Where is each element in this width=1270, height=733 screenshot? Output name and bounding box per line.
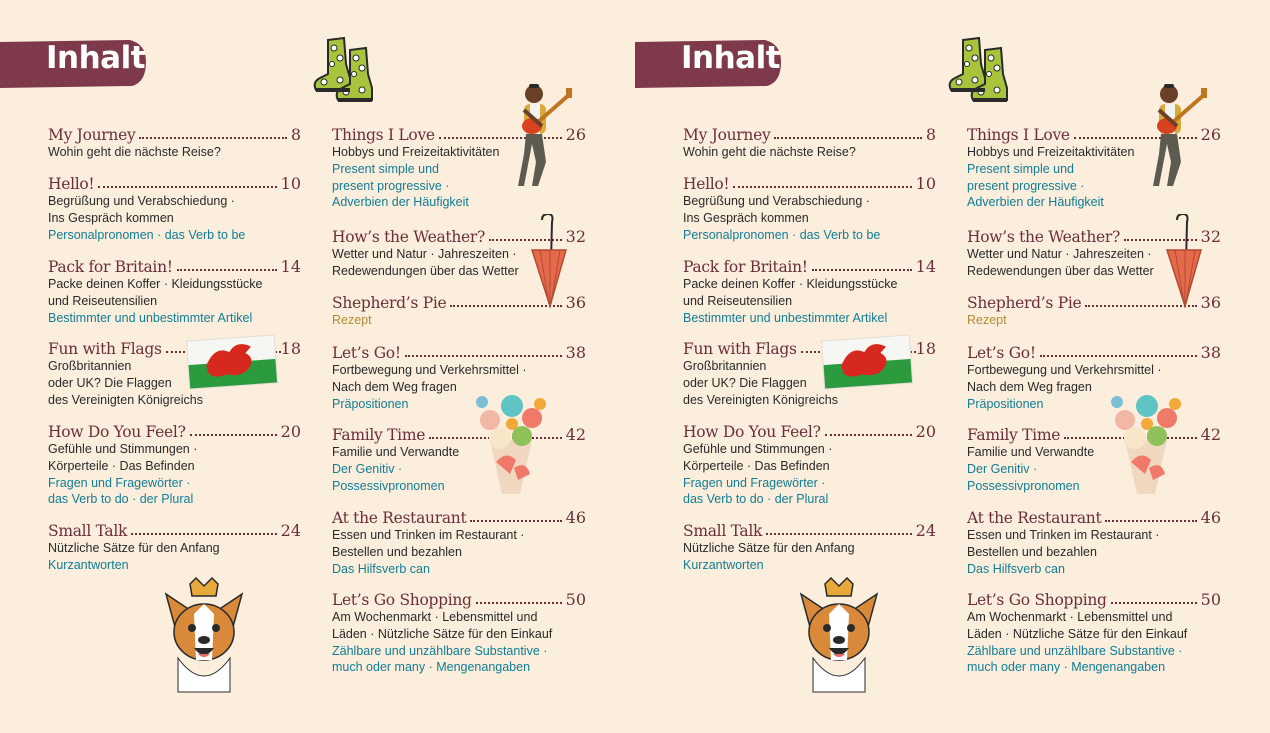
toc-entry-description: Körperteile · Das Befinden bbox=[683, 458, 830, 473]
toc-entry-page[interactable]: 26 bbox=[565, 125, 586, 144]
toc-entry-header bbox=[332, 587, 586, 609]
toc-entry-description: Der Genitiv · bbox=[332, 461, 403, 476]
toc-entry-description: Possessivpronomen bbox=[967, 478, 1080, 493]
page-title: Inhalt bbox=[681, 40, 781, 76]
toc-entry-description: Redewendungen über das Wetter bbox=[332, 263, 519, 278]
toc-entry-description: Kurzantworten bbox=[48, 557, 129, 572]
toc-entry-page[interactable]: 46 bbox=[1200, 508, 1221, 527]
toc-entry-title[interactable]: Let’s Go Shopping bbox=[332, 591, 472, 609]
toc-entry-description: Begrüßung und Verabschiedung · bbox=[48, 194, 235, 208]
toc-entry-header bbox=[683, 419, 936, 441]
toc-entry-description: das Verb to do · der Plural bbox=[683, 492, 829, 507]
toc-entry-title[interactable]: Shepherd’s Pie bbox=[332, 294, 447, 312]
toc-entry-description: Läden · Nützliche Sätze für den Einkauf bbox=[332, 626, 553, 641]
umbrella-icon bbox=[1163, 214, 1203, 315]
toc-entry[interactable] bbox=[967, 505, 1221, 577]
toc-entry-description: Wetter und Natur · Jahreszeiten · bbox=[967, 247, 1152, 261]
dotted-leader bbox=[812, 269, 912, 271]
toc-entry-page[interactable]: 10 bbox=[280, 174, 301, 193]
dotted-leader bbox=[774, 137, 921, 139]
toc-entry-description: Wetter und Natur · Jahreszeiten · bbox=[332, 247, 517, 261]
toc-entry-description: Hobbys und Freizeitaktivitäten bbox=[332, 145, 500, 159]
toc-entry-page[interactable]: 18 bbox=[915, 339, 936, 358]
toc-entry-page[interactable]: 24 bbox=[915, 521, 936, 540]
toc-entry-page[interactable]: 20 bbox=[280, 422, 301, 441]
toc-entry-description: Am Wochenmarkt · Lebensmittel und bbox=[332, 610, 538, 624]
toc-entry-title[interactable]: Shepherd’s Pie bbox=[967, 294, 1082, 312]
toc-entry[interactable] bbox=[48, 254, 301, 326]
toc-entry-description: Fragen und Fragewörter · bbox=[48, 475, 191, 490]
toc-entry-description: Rezept bbox=[967, 313, 1007, 327]
toc-entry-description: Packe deinen Koffer · Kleidungsstücke bbox=[48, 277, 263, 291]
toc-entry-header bbox=[683, 254, 936, 276]
toc-entry-description: Rezept bbox=[332, 313, 372, 327]
toc-entry-description: Präpositionen bbox=[332, 396, 409, 411]
toc-entry-title[interactable]: Fun with Flags bbox=[683, 340, 797, 358]
toc-entry-description: Redewendungen über das Wetter bbox=[967, 263, 1154, 278]
toc-entry-page[interactable]: 20 bbox=[915, 422, 936, 441]
toc-entry-title[interactable]: Pack for Britain! bbox=[683, 258, 808, 276]
toc-entry-page[interactable]: 50 bbox=[1200, 590, 1221, 609]
toc-entry-description: Großbritannien bbox=[683, 359, 767, 373]
welsh-flag-icon bbox=[186, 334, 278, 395]
toc-entry-title[interactable]: Let’s Go Shopping bbox=[967, 591, 1107, 609]
toc-entry-description: Packe deinen Koffer · Kleidungsstücke bbox=[683, 277, 898, 291]
toc-entry-header bbox=[332, 505, 586, 527]
dotted-leader bbox=[405, 355, 562, 357]
toc-entry[interactable] bbox=[48, 122, 301, 161]
toc-entry-title[interactable]: Hello! bbox=[683, 175, 730, 193]
toc-entry-title[interactable]: Family Time bbox=[332, 426, 426, 444]
toc-entry-description: Nach dem Weg fragen bbox=[967, 379, 1092, 394]
toc-entry-page[interactable]: 8 bbox=[925, 125, 936, 144]
toc-entry-title[interactable]: Things I Love bbox=[332, 126, 435, 144]
toc-entry-description: much oder many · Mengenangaben bbox=[332, 660, 531, 675]
dotted-leader bbox=[139, 137, 286, 139]
toc-entry-description: Begrüßung und Verabschiedung · bbox=[683, 194, 870, 208]
guitar-player-icon bbox=[1147, 82, 1209, 195]
toc-entry-header bbox=[683, 122, 936, 144]
toc-entry-description: Wohin geht die nächste Reise? bbox=[683, 145, 856, 159]
toc-entry-title[interactable]: Hello! bbox=[48, 175, 95, 193]
toc-entry-header bbox=[48, 419, 301, 441]
toc-entry-description: Fortbewegung und Verkehrsmittel · bbox=[967, 363, 1162, 377]
toc-entry-description: Zählbare und unzählbare Substantive · bbox=[967, 643, 1183, 658]
toc-page-right bbox=[635, 0, 1270, 733]
toc-entry-description: Essen und Trinken im Restaurant · bbox=[967, 528, 1160, 542]
toc-entry-header bbox=[967, 505, 1221, 527]
toc-entry-title[interactable]: At the Restaurant bbox=[967, 509, 1102, 527]
corgi-with-crown-icon bbox=[791, 574, 887, 701]
toc-entry-title[interactable]: At the Restaurant bbox=[332, 509, 467, 527]
toc-entry-description: Das Hilfsverb can bbox=[332, 561, 430, 576]
toc-entry-description: Zählbare und unzählbare Substantive · bbox=[332, 643, 548, 658]
toc-entry-title[interactable]: Pack for Britain! bbox=[48, 258, 173, 276]
toc-entry-description: Familie und Verwandte bbox=[332, 445, 460, 459]
toc-entry-page[interactable]: 10 bbox=[915, 174, 936, 193]
toc-entry-description: Essen und Trinken im Restaurant · bbox=[332, 528, 525, 542]
toc-entry-header bbox=[48, 254, 301, 276]
toc-entry-description: Ins Gespräch kommen bbox=[683, 210, 809, 225]
toc-entry-page[interactable]: 50 bbox=[565, 590, 586, 609]
dotted-leader bbox=[190, 434, 277, 436]
toc-entry-description: Fortbewegung und Verkehrsmittel · bbox=[332, 363, 527, 377]
toc-entry-page[interactable]: 14 bbox=[915, 257, 936, 276]
toc-entry[interactable] bbox=[48, 171, 301, 243]
toc-entry[interactable] bbox=[683, 419, 936, 508]
toc-entry-title[interactable]: Small Talk bbox=[48, 522, 128, 540]
toc-entry-description: Present simple und bbox=[967, 161, 1075, 176]
toc-entry-description: Nützliche Sätze für den Anfang bbox=[48, 541, 220, 555]
toc-entry-title[interactable]: How Do You Feel? bbox=[683, 423, 821, 441]
toc-entry-description: Bestimmter und unbestimmter Artikel bbox=[48, 310, 253, 325]
toc-entry-title[interactable]: How’s the Weather? bbox=[332, 228, 486, 246]
toc-entry-title[interactable]: How Do You Feel? bbox=[48, 423, 186, 441]
dotted-leader bbox=[131, 533, 277, 535]
toc-entry-description: des Vereinigten Königreichs bbox=[683, 392, 838, 407]
toc-entry-page[interactable]: 26 bbox=[1200, 125, 1221, 144]
toc-entry-description: Kurzantworten bbox=[683, 557, 764, 572]
toc-entry-title[interactable]: Things I Love bbox=[967, 126, 1070, 144]
toc-entry-description: Großbritannien bbox=[48, 359, 132, 373]
toc-entry-description: Fragen und Fragewörter · bbox=[683, 475, 826, 490]
toc-entry[interactable] bbox=[967, 587, 1221, 676]
toc-entry-description: Bestimmter und unbestimmter Artikel bbox=[683, 310, 888, 325]
toc-entry[interactable] bbox=[48, 419, 301, 508]
dotted-leader bbox=[470, 520, 561, 522]
toc-entry-description: Am Wochenmarkt · Lebensmittel und bbox=[967, 610, 1173, 624]
flower-bouquet-icon bbox=[1105, 390, 1187, 505]
toc-entry-description: Wohin geht die nächste Reise? bbox=[48, 145, 221, 159]
toc-entry-header bbox=[967, 340, 1221, 362]
toc-entry-description: oder UK? Die Flaggen bbox=[48, 375, 172, 390]
toc-entry[interactable] bbox=[683, 518, 936, 574]
toc-entry-title[interactable]: My Journey bbox=[48, 126, 136, 144]
toc-entry[interactable] bbox=[48, 518, 301, 574]
toc-entry-description: Bestellen und bezahlen bbox=[967, 544, 1097, 559]
toc-entry-description: present progressive · bbox=[967, 178, 1085, 193]
toc-entry-page[interactable]: 24 bbox=[280, 521, 301, 540]
toc-entry-description: Nach dem Weg fragen bbox=[332, 379, 457, 394]
toc-entry-description: Personalpronomen · das Verb to be bbox=[48, 227, 246, 242]
toc-entry-header bbox=[48, 518, 301, 540]
rain-boots-icon bbox=[945, 34, 1017, 109]
dotted-leader bbox=[766, 533, 912, 535]
toc-entry-description: des Vereinigten Königreichs bbox=[48, 392, 203, 407]
dotted-leader bbox=[1111, 602, 1197, 604]
toc-entry-description: Bestellen und bezahlen bbox=[332, 544, 462, 559]
toc-entry-title[interactable]: Let’s Go! bbox=[332, 344, 401, 362]
guitar-player-icon bbox=[512, 82, 574, 195]
toc-entry-description: oder UK? Die Flaggen bbox=[683, 375, 807, 390]
toc-entry-page[interactable]: 46 bbox=[565, 508, 586, 527]
toc-entry-description: much oder many · Mengenangaben bbox=[967, 660, 1166, 675]
toc-entry-page[interactable]: 32 bbox=[565, 227, 586, 246]
toc-entry-page[interactable]: 36 bbox=[1200, 293, 1221, 312]
dotted-leader bbox=[476, 602, 562, 604]
toc-entry-page[interactable]: 38 bbox=[565, 343, 586, 362]
dotted-leader bbox=[825, 434, 912, 436]
toc-entry[interactable] bbox=[332, 587, 586, 676]
toc-entry-page[interactable]: 42 bbox=[565, 425, 586, 444]
toc-entry[interactable] bbox=[683, 171, 936, 243]
toc-entry-description: Familie und Verwandte bbox=[967, 445, 1095, 459]
toc-entry-description: Präpositionen bbox=[967, 396, 1044, 411]
toc-entry-description: Gefühle und Stimmungen · bbox=[683, 442, 833, 456]
toc-entry-description: Gefühle und Stimmungen · bbox=[48, 442, 198, 456]
toc-entry-description: Adverbien der Häufigkeit bbox=[967, 195, 1104, 210]
dotted-leader bbox=[1040, 355, 1197, 357]
dotted-leader bbox=[177, 269, 277, 271]
toc-entry-header bbox=[48, 171, 301, 193]
toc-entry-header bbox=[967, 587, 1221, 609]
toc-entry-title[interactable]: Let’s Go! bbox=[967, 344, 1036, 362]
toc-entry-description: Personalpronomen · das Verb to be bbox=[683, 227, 881, 242]
toc-entry-title[interactable]: How’s the Weather? bbox=[967, 228, 1121, 246]
toc-entry-title[interactable]: Small Talk bbox=[683, 522, 763, 540]
toc-entry-description: das Verb to do · der Plural bbox=[48, 492, 194, 507]
rain-boots-icon bbox=[310, 34, 382, 109]
toc-entry-description: und Reiseutensilien bbox=[48, 293, 158, 308]
toc-entry-page[interactable]: 42 bbox=[1200, 425, 1221, 444]
dotted-leader bbox=[733, 186, 911, 188]
toc-entry-description: Adverbien der Häufigkeit bbox=[332, 195, 469, 210]
toc-entry-description: Der Genitiv · bbox=[967, 461, 1038, 476]
toc-entry-page[interactable]: 38 bbox=[1200, 343, 1221, 362]
toc-entry-title[interactable]: Family Time bbox=[967, 426, 1061, 444]
toc-entry-description: Läden · Nützliche Sätze für den Einkauf bbox=[967, 626, 1188, 641]
toc-entry[interactable] bbox=[683, 254, 936, 326]
toc-entry-header bbox=[332, 340, 586, 362]
toc-entry-page[interactable]: 18 bbox=[280, 339, 301, 358]
toc-entry-description: present progressive · bbox=[332, 178, 450, 193]
toc-entry[interactable] bbox=[332, 505, 586, 577]
toc-entry-description: Possessivpronomen bbox=[332, 478, 445, 493]
umbrella-icon bbox=[528, 214, 568, 315]
toc-entry-description: Present simple und bbox=[332, 161, 440, 176]
toc-entry-header bbox=[683, 171, 936, 193]
flower-bouquet-icon bbox=[470, 390, 552, 505]
toc-entry-title[interactable]: My Journey bbox=[683, 126, 771, 144]
toc-entry-description: Ins Gespräch kommen bbox=[48, 210, 174, 225]
toc-entry-description: Hobbys und Freizeitaktivitäten bbox=[967, 145, 1135, 159]
toc-entry-page[interactable]: 32 bbox=[1200, 227, 1221, 246]
toc-entry-description: Das Hilfsverb can bbox=[967, 561, 1065, 576]
toc-entry-description: Nützliche Sätze für den Anfang bbox=[683, 541, 855, 555]
toc-entry-description: und Reiseutensilien bbox=[683, 293, 793, 308]
page-title: Inhalt bbox=[46, 40, 146, 76]
toc-entry-page[interactable]: 14 bbox=[280, 257, 301, 276]
toc-entry-header bbox=[48, 122, 301, 144]
toc-entry-page[interactable]: 36 bbox=[565, 293, 586, 312]
dotted-leader bbox=[1105, 520, 1196, 522]
toc-entry-page[interactable]: 8 bbox=[290, 125, 301, 144]
dotted-leader bbox=[98, 186, 276, 188]
toc-entry-description: Körperteile · Das Befinden bbox=[48, 458, 195, 473]
toc-entry-header bbox=[683, 518, 936, 540]
toc-entry-title[interactable]: Fun with Flags bbox=[48, 340, 162, 358]
welsh-flag-icon bbox=[821, 334, 913, 395]
corgi-with-crown-icon bbox=[156, 574, 252, 701]
toc-entry[interactable] bbox=[683, 122, 936, 161]
